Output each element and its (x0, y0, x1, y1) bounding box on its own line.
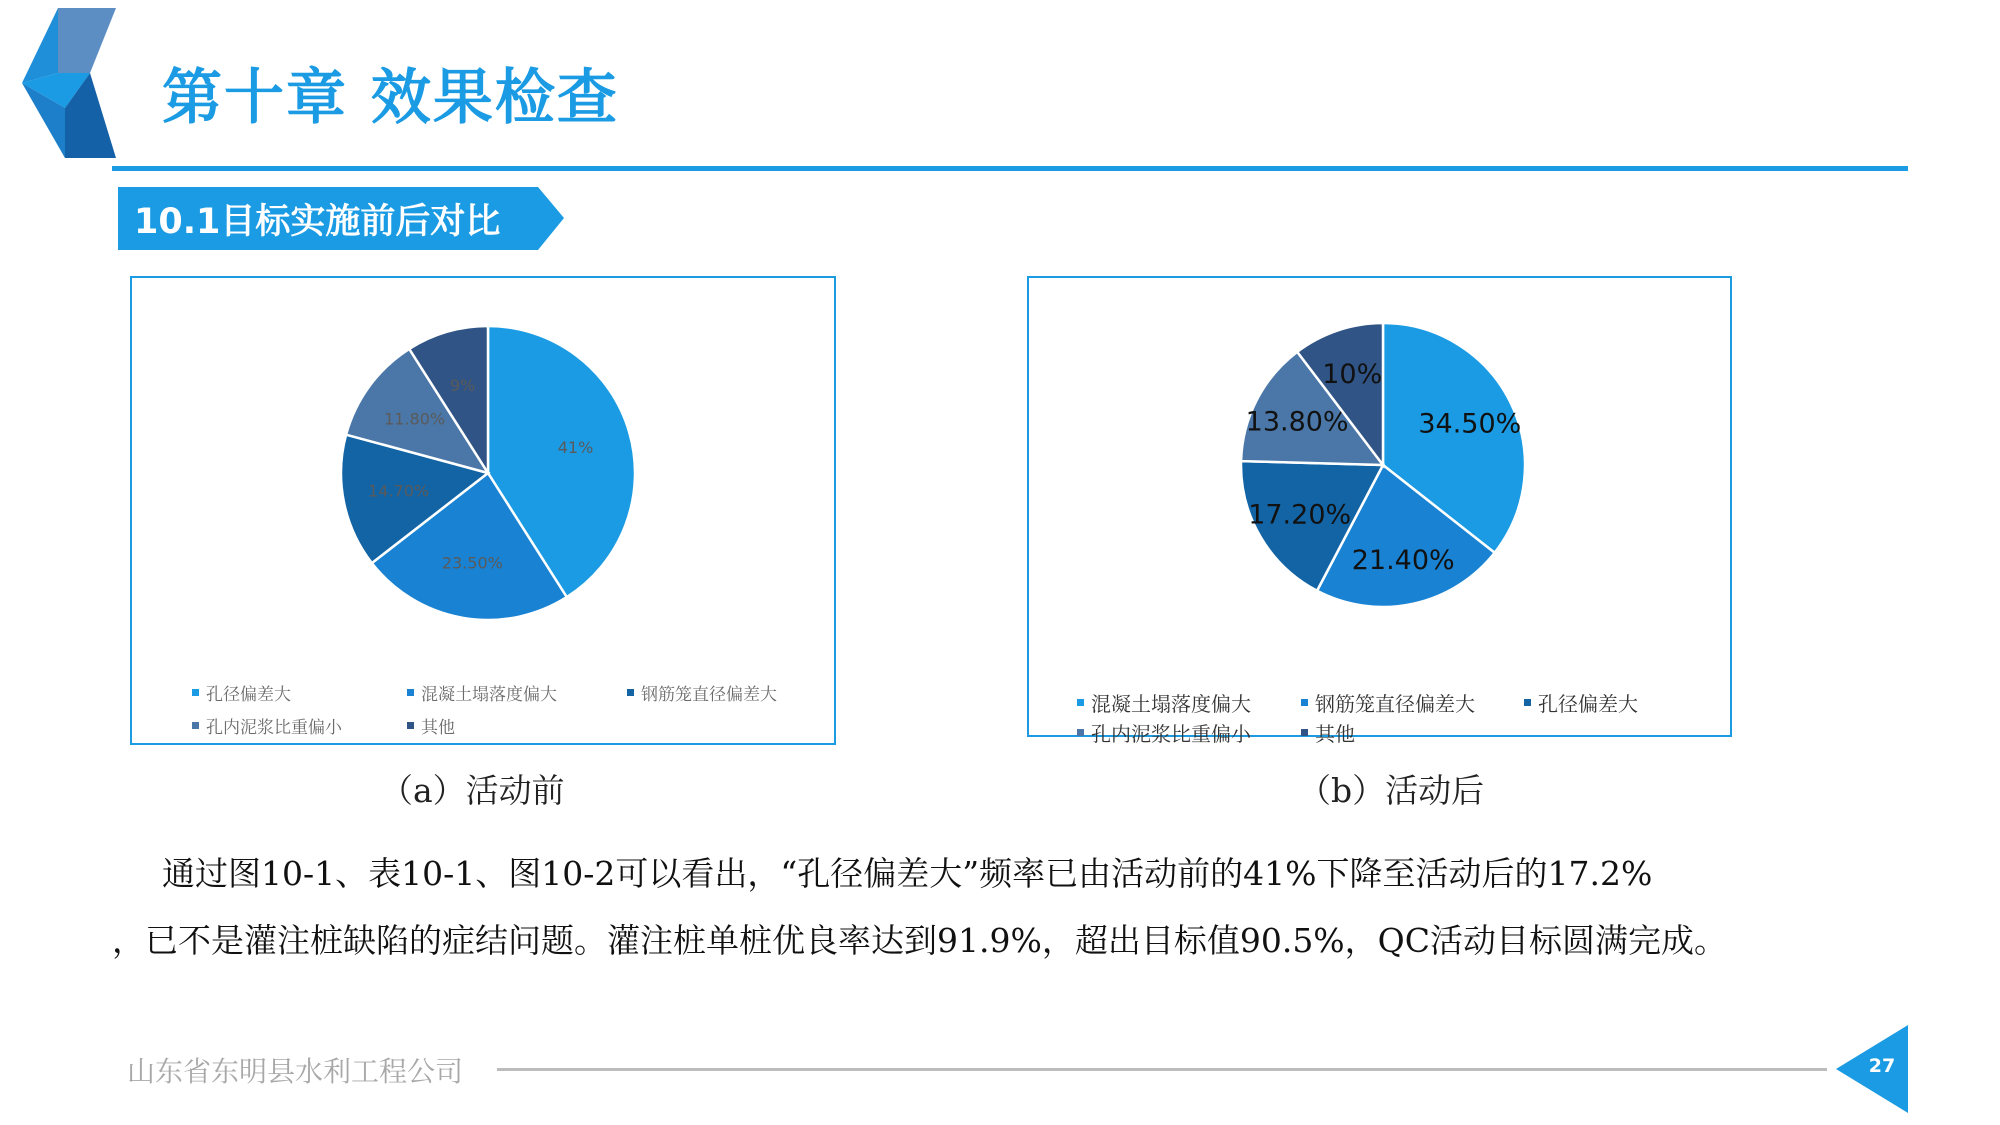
legend-swatch (1077, 699, 1084, 706)
page-number: 27 (1868, 1055, 1896, 1077)
legend-swatch (407, 689, 414, 696)
legend-swatch (1524, 699, 1531, 706)
legend-label: 混凝土塌落度偏大 (1091, 692, 1251, 716)
legend-swatch (1077, 729, 1084, 736)
legend-item (192, 713, 342, 738)
legend-label: 孔内泥浆比重偏小 (1091, 722, 1251, 746)
legend-item (407, 680, 557, 705)
title-divider (112, 166, 1908, 171)
data-label: 11.80% (384, 409, 446, 429)
legend-label: 孔径偏差大 (1538, 692, 1638, 716)
data-label: 17.20% (1248, 499, 1352, 531)
footer-company-name: 山东省东明县水利工程公司 (127, 1055, 464, 1088)
body-text-line-1: 通过图10-1、表10-1、图10-2可以看出，“孔径偏差大”频率已由活动前的41%下降至活动后的17.2% (162, 854, 1653, 893)
body-text-line-2: ，已不是灌注桩缺陷的症结问题。灌注桩单桩优良率达到91.9%，超出目标值90.5%，QC活动目标圆满完成。 (112, 921, 1727, 960)
footer-divider (497, 1068, 1827, 1071)
pie-chart-after (1027, 276, 1732, 746)
data-label: 41% (557, 438, 594, 458)
legend-item (1077, 718, 1251, 747)
section-heading: 10.1目标实施前后对比 (134, 202, 501, 242)
legend-swatch (627, 689, 634, 696)
legend-item (627, 680, 777, 705)
data-label: 21.40% (1351, 544, 1455, 576)
legend-item (1301, 718, 1355, 747)
legend-item (1077, 688, 1251, 717)
legend-swatch (192, 689, 199, 696)
company-logo (20, 8, 120, 158)
data-label: 14.70% (368, 481, 430, 501)
legend-item (192, 680, 291, 705)
page-title: 第十章 效果检查 (162, 63, 619, 133)
legend-label: 其他 (421, 718, 455, 738)
pie-chart-before (130, 276, 836, 745)
legend-label: 混凝土塌落度偏大 (421, 685, 557, 705)
caption-after: （b）活动后 (1298, 771, 1485, 810)
legend-swatch (1301, 699, 1308, 706)
legend-item (1524, 688, 1638, 717)
pie-plot-after (1029, 278, 1734, 739)
legend-label: 孔径偏差大 (206, 685, 291, 705)
legend-label: 孔内泥浆比重偏小 (206, 718, 342, 738)
legend-label: 钢筋笼直径偏差大 (641, 685, 777, 705)
data-label: 13.80% (1245, 406, 1349, 438)
data-label: 10% (1322, 358, 1383, 390)
data-label: 9% (449, 376, 476, 396)
data-label: 23.50% (441, 553, 503, 573)
legend-label: 钢筋笼直径偏差大 (1315, 692, 1475, 716)
caption-before: （a）活动前 (380, 771, 565, 810)
legend-item (407, 713, 455, 738)
legend-swatch (1301, 729, 1308, 736)
legend-label: 其他 (1315, 722, 1355, 746)
legend-swatch (407, 722, 414, 729)
data-label: 34.50% (1418, 408, 1522, 440)
pie-plot-before (132, 278, 838, 747)
legend-swatch (192, 722, 199, 729)
legend-item (1301, 688, 1475, 717)
